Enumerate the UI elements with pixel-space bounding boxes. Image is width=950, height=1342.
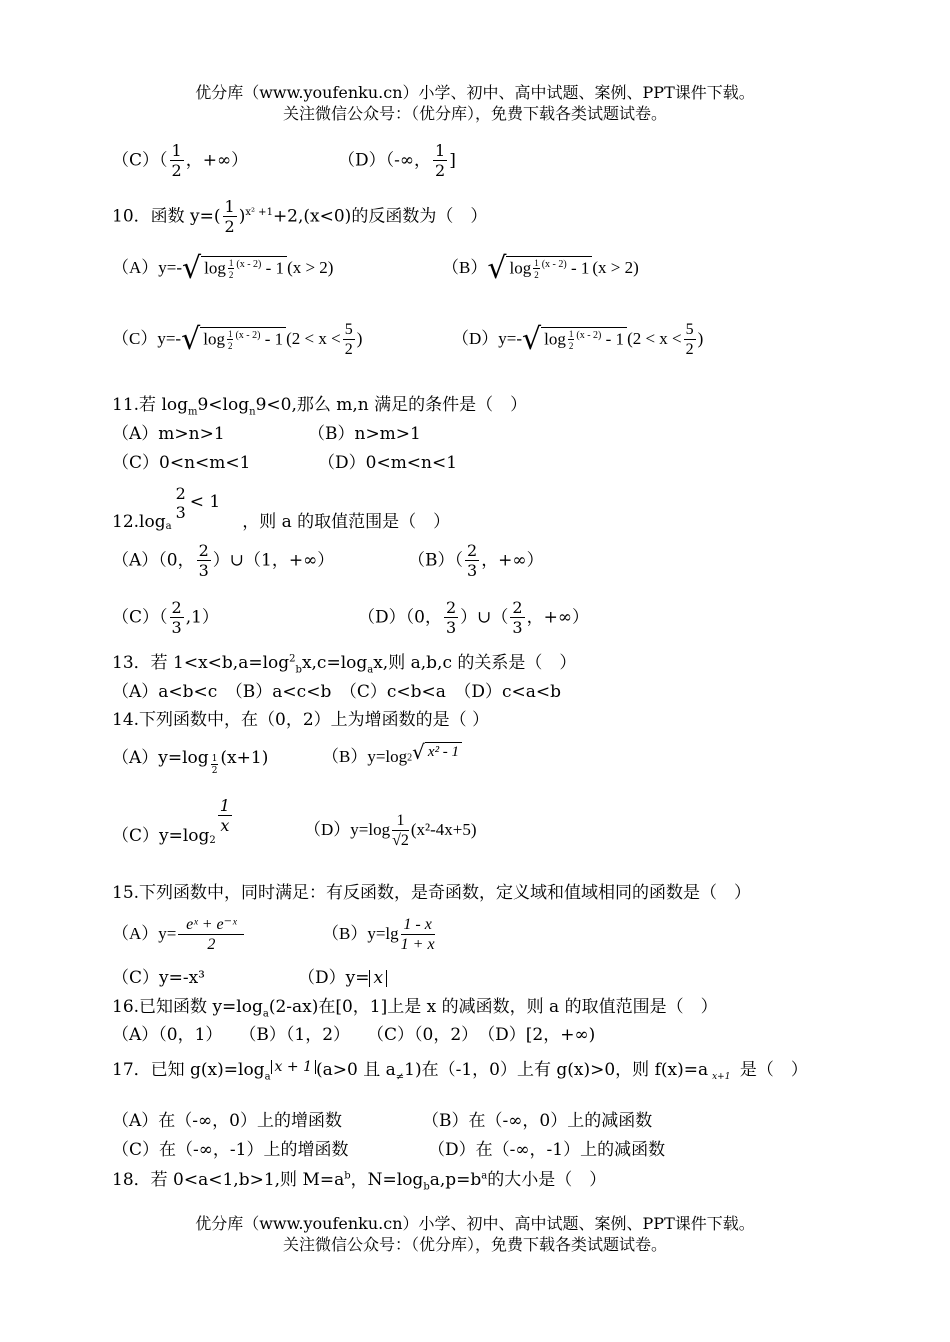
q14-option-c: $(C)y=\log_2$ $\frac{1}{x}$	[112, 796, 230, 846]
q10-stem: 10．函数 y=( $\frac{1}{2}$ )$^{x^2 +1}$+2,(x<0)的反函数为（ ）	[112, 197, 488, 236]
q13-stem: 13．若 $1<x<b,a=\log^2_bx,c=\log_ax$,则 a,b,c 的关系是（ ）	[112, 653, 577, 676]
q10-option-b: （B）√ log $\frac{1}{2}$ $^{(x - 2)}$ - 1 (x > 2)	[442, 251, 639, 286]
q12-option-b: （B）（ $\frac{2}{3}$ ，+∞）	[408, 541, 544, 580]
q17-option-a: （A）在（-∞，0）上的增函数	[112, 1111, 342, 1131]
header-line-2: 关注微信公众号：（优分库），免费下载各类试题试卷。	[282, 104, 667, 123]
q14-stem: 14.下列函数中，在（0，2）上为增函数的是（ ）	[112, 710, 490, 730]
q16-options: （A）（0，1） （B）（1，2） （C）（0，2） （D）[2，+∞)	[112, 1025, 596, 1045]
q12-stem: $12.\log_a$ 2 3 < 1，则 a 的取值范围是（ ）	[112, 484, 451, 532]
footer-line-2: 关注微信公众号：（优分库），免费下载各类试题试卷。	[282, 1235, 667, 1254]
header-line-1: 优分库（www.youfenku.cn）小学、初中、高中试题、案例、PPT课件下载。	[195, 83, 755, 102]
q15-option-b: （B）y=lg $\frac{1 - x}{1 + x}$	[322, 916, 435, 953]
q17-option-c: （C）在（-∞，-1）上的增函数	[112, 1140, 349, 1160]
q11-option-d: （D）0<m<n<1	[318, 453, 458, 473]
q18-stem: 18．若 0<a<1,b>1,则 $M=a^b$，$N=\log_ba,p=b^a$的大小是（ ）	[112, 1170, 607, 1193]
q17-stem: 17．已知 $g(x)=\log_ax + 1$ (a>0 且 $a_\ne 1$)在（-1，0）上有 g(x)>0，则 f(x)=a $_{x+1}$ 是（ ）	[112, 1059, 808, 1083]
q15-option-d: （D）y= x	[298, 970, 387, 987]
q12-option-a: （A）（0， $\frac{2}{3}$ ）∪（1，+∞）	[112, 541, 335, 580]
q10-option-c: （C）y=-√ log $\frac{1}{2}$ $^{(x - 2)}$ - 1 (2 < x < $\frac{5}{2}$ )	[112, 321, 363, 358]
q17-option-d: （D）在（-∞，-1）上的减函数	[428, 1140, 666, 1160]
q12-option-d: （D）（0， $\frac{2}{3}$ ）∪（ $\frac{2}{3}$ ，+∞）	[358, 598, 589, 637]
q13-options: （A）a<b<c （B）a<c<b （C）c<b<a （D）c<a<b	[112, 682, 562, 702]
q15-stem: 15.下列函数中，同时满足：有反函数，是奇函数，定义域和值域相同的函数是（ ）	[112, 883, 752, 903]
q15-option-a: （A）y= $\frac{\text{eˣ + e⁻ˣ}}{2}$	[112, 917, 246, 953]
q11-stem: 11.若 $\log_m9<\log_n9<0$,那么 m,n 满足的条件是（ ）	[112, 395, 528, 418]
q9-option-c: （C）（ $\frac{1}{2}$ ，+∞）	[112, 141, 249, 180]
q14-option-b: $(B)y=\log_2√$ x² - 1	[322, 742, 462, 765]
q11-option-c: （C）0<n<m<1	[112, 453, 251, 473]
q14-option-a: （A）y=log $\frac{1}{2}$ (x+1)	[112, 748, 269, 776]
q11-option-a: （A）m>n>1	[112, 424, 225, 444]
q14-option-d: （D）y=log $\frac{1}{√2}$ (x²-4x+5)	[304, 812, 477, 849]
q16-stem: 16.已知函数 $y=\log_a(2-ax)$在[0，1]上是 x 的减函数，则 a 的取值范围是（ ）	[112, 997, 718, 1020]
q12-option-c: （C）（ $\frac{2}{3}$ ,1）	[112, 598, 219, 637]
q10-option-d: （D）y=-√ log $\frac{1}{2}$ $^{(x - 2)}$ - 1 (2 < x < $\frac{5}{2}$ )	[452, 321, 704, 358]
q17-option-b: （B）在（-∞，0）上的减函数	[422, 1111, 653, 1131]
q9-option-d: （D）（-∞， $\frac{1}{2}$ ]	[338, 141, 456, 180]
q15-option-c: （C）y=-x³	[112, 968, 206, 988]
footer-line-1: 优分库（www.youfenku.cn）小学、初中、高中试题、案例、PPT课件下载。	[195, 1214, 755, 1233]
q11-option-b: （B）n>m>1	[308, 424, 421, 444]
q10-option-a: （A）y=-√ log $\frac{1}{2}$ $^{(x - 2)}$ - 1 (x > 2)	[112, 251, 334, 286]
